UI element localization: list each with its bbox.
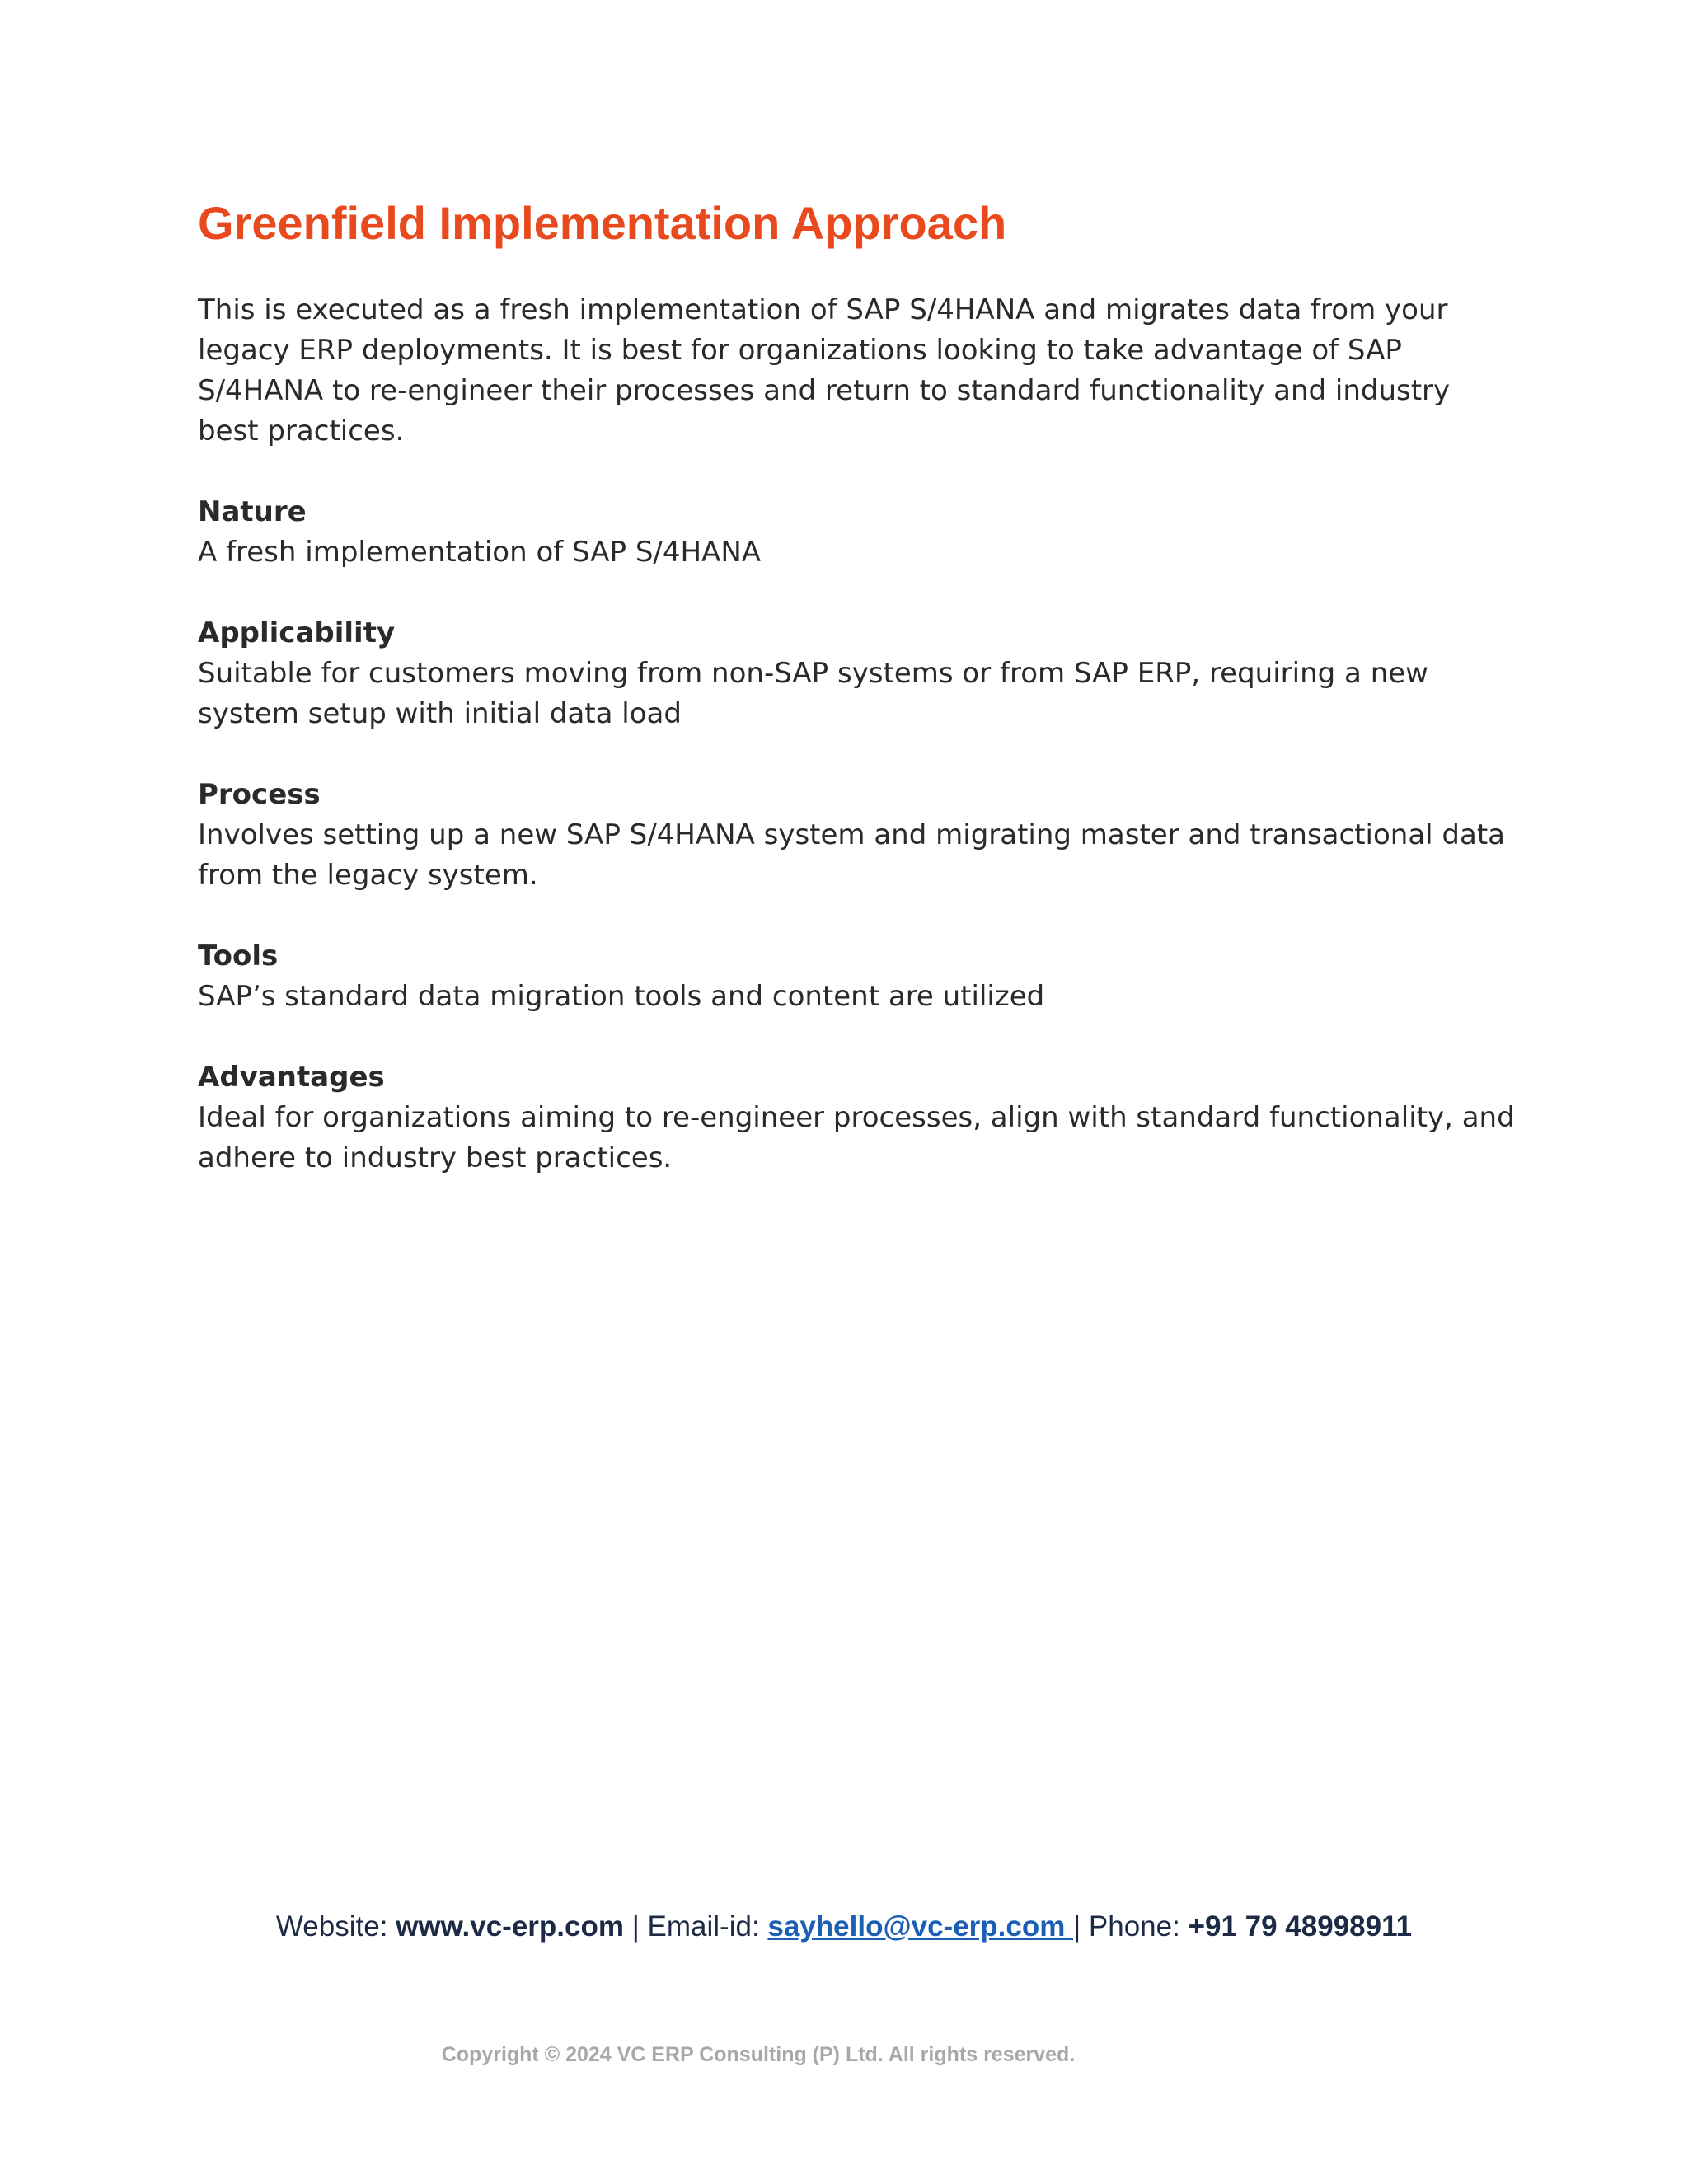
copyright-notice: Copyright © 2024 VC ERP Consulting (P) Ltd. All rights reserved. <box>441 2043 1076 2066</box>
section-tools <box>198 936 1517 1017</box>
website-label: Website: <box>275 1910 396 1943</box>
section-process <box>198 775 1517 896</box>
section-text: Ideal for organizations aiming to re-engineer processes, align with standard functionality, and adhere to industry best practices. <box>198 1101 1515 1174</box>
section-heading: Nature <box>198 495 307 528</box>
section-applicability <box>198 613 1517 734</box>
main-content <box>198 194 1517 1179</box>
section-text: Suitable for customers moving from non-SAP systems or from SAP ERP, requiring a new system setup with initial data load <box>198 657 1428 730</box>
section-text: SAP’s standard data migration tools and content are utilized <box>198 980 1045 1013</box>
separator: | <box>1073 1910 1089 1943</box>
email-label: Email-id: <box>647 1910 768 1943</box>
section-text: Involves setting up a new SAP S/4HANA system and migrating master and transactional data from the legacy system. <box>198 818 1506 892</box>
email-link[interactable]: sayhello@vc-erp.com <box>767 1910 1074 1943</box>
section-advantages <box>198 1057 1517 1179</box>
section-heading: Applicability <box>198 616 396 649</box>
contact-footer <box>0 1907 1688 1947</box>
phone-number: +91 79 48998911 <box>1188 1910 1413 1943</box>
separator: | <box>623 1910 648 1943</box>
section-heading: Tools <box>198 940 279 972</box>
section-heading: Advantages <box>198 1061 385 1094</box>
page-title: Greenfield Implementation Approach <box>198 197 1007 249</box>
section-nature <box>198 492 1517 573</box>
phone-label: Phone: <box>1088 1910 1189 1943</box>
section-text: A fresh implementation of SAP S/4HANA <box>198 536 762 569</box>
section-heading: Process <box>198 778 321 811</box>
intro-paragraph: This is executed as a fresh implementation of SAP S/4HANA and migrates data from your legacy ERP deployments. It is best for organizations looking to take advantage of SAP S/4HANA to re-engineer their processes and return to standard functionality and industry best practices. <box>198 293 1451 448</box>
website-link[interactable]: www.vc-erp.com <box>396 1910 624 1943</box>
